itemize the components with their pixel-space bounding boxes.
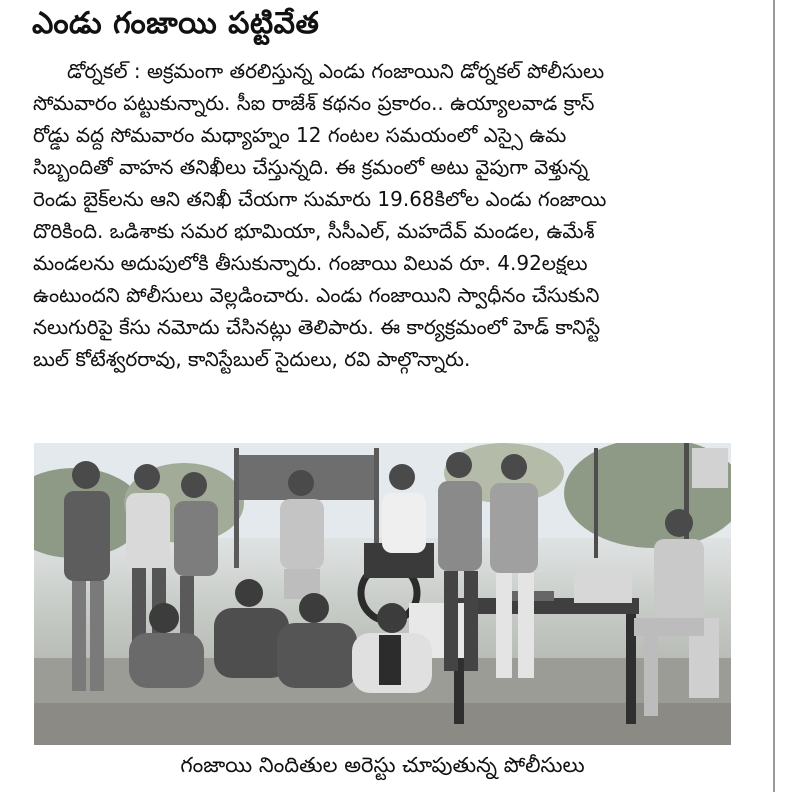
article-body-line: రెండు బైక్‌లను ఆని తనిఖీ చేయగా సుమారు 19.68కిలోల ఎండు గంజాయి [33, 187, 607, 211]
article-body-line: మండలను అదుపులోకి తీసుకున్నారు. గంజాయి విలువ రూ. 4.92లక్షలు [33, 251, 588, 275]
news-photo [34, 443, 731, 745]
article-body-line: నలుగురిపై కేసు నమోదు చేసినట్లు తెలిపారు. ఈ కార్యక్రమంలో హెడ్ కానిస్టే [33, 315, 601, 339]
article-body-line: సిబ్బందితో వాహన తనిఖీలు చేస్తున్నది. ఈ క్రమంలో అటు వైపుగా వెళ్తున్న [33, 155, 589, 179]
article-body-line: రోడ్డు వద్ద సోమవారం మధ్యాహ్నం 12 గంటల సమయంలో ఎస్సై ఉమ [33, 123, 567, 147]
article-body [33, 55, 773, 375]
article-body-line: దొరికింది. ఒడిశాకు సమర భూమియా, సీసీఎల్, మహదేవ్ మండల, ఉమేశ్ [33, 219, 595, 243]
column-divider [773, 0, 775, 792]
article-body-line: ఉంటుందని పోలీసులు వెల్లడించారు. ఎండు గంజాయిని స్వాధీనం చేసుకుని [33, 283, 600, 307]
article-body-line: సోమవారం పట్టుకున్నారు. సీఐ రాజేశ్ కథనం ప్రకారం.. ఉయ్యాలవాడ క్రాస్ [33, 91, 595, 115]
photo-caption: గంజాయి నిందితుల అరెస్టు చూపుతున్న పోలీసులు [180, 753, 585, 777]
article-body-line: డోర్నకల్ : అక్రమంగా తరలిస్తున్న ఎండు గంజాయిని డోర్నకల్ పోలీసులు [67, 59, 605, 83]
article-headline: ఎండు గంజాయి పట్టివేత [32, 6, 320, 41]
article-body-line: బుల్ కోటేశ్వరరావు, కానిస్టేబుల్ సైదులు, రవి పాల్గొన్నారు. [33, 347, 471, 371]
